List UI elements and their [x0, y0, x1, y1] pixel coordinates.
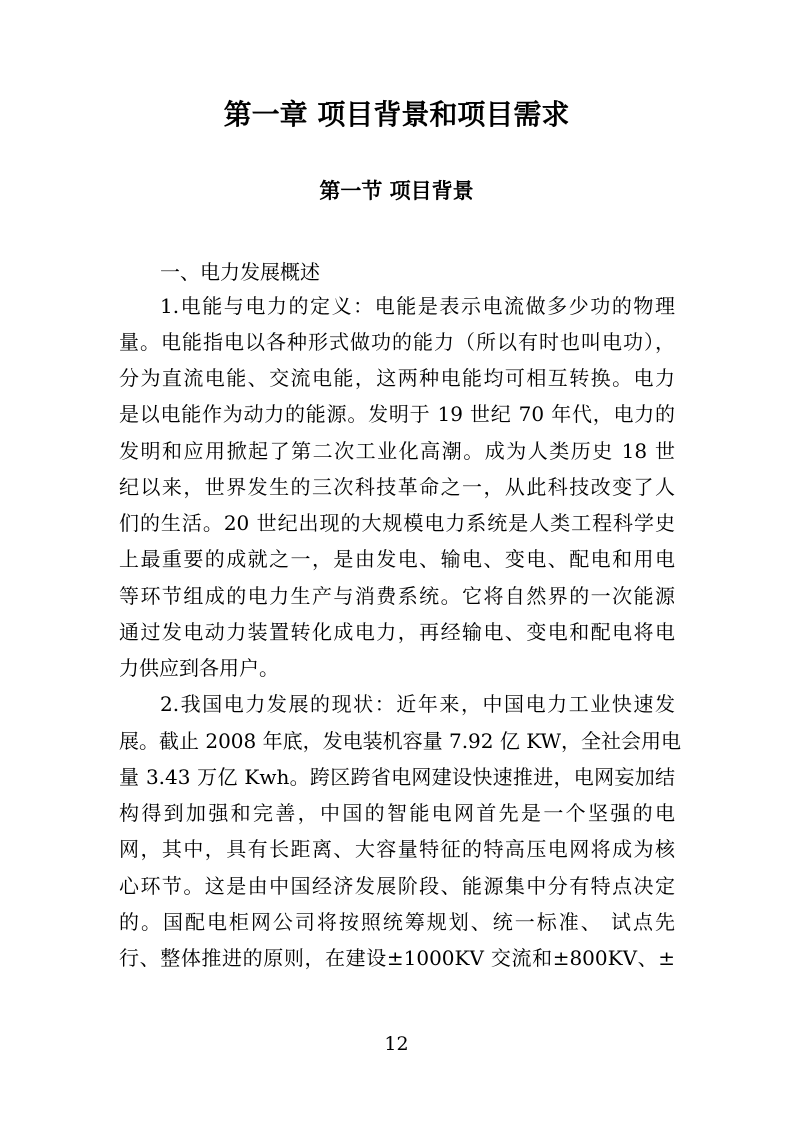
paragraph-line: 上最重要的成就之一，是由发电、输电、变电、配电和用电	[119, 547, 675, 571]
paragraph-line: 心环节。这是由中国经济发展阶段、能源集中分有特点决定	[119, 874, 675, 898]
paragraph-line: 量。电能指电以各种形式做功的能力（所以有时也叫电功），	[119, 330, 675, 354]
paragraph-line: 展。截止 2008 年底，发电装机容量 7.92 亿 KW，全社会用电	[119, 729, 682, 753]
paragraph-line: 等环节组成的电力生产与消费系统。它将自然界的一次能源	[119, 584, 675, 608]
paragraph-line: 1.电能与电力的定义：电能是表示电流做多少功的物理	[160, 294, 675, 318]
section-title: 第一节 项目背景	[319, 179, 474, 203]
paragraph-line: 通过发电动力装置转化成电力，再经输电、变电和配电将电	[119, 620, 675, 644]
subsection-heading: 一、电力发展概述	[160, 260, 320, 284]
paragraph-line: 分为直流电能、交流电能，这两种电能均可相互转换。电力	[119, 366, 675, 390]
paragraph-line: 发明和应用掀起了第二次工业化高潮。成为人类历史 18 世	[119, 439, 675, 463]
paragraph-line: 们的生活。20 世纪出现的大规模电力系统是人类工程科学史	[119, 511, 675, 535]
paragraph-line: 量 3.43 万亿 Kwh。跨区跨省电网建设快速推进，电网妄加结	[119, 765, 675, 789]
paragraph-line: 的。国配电柜网公司将按照统筹规划、统一标准、 试点先	[119, 910, 675, 934]
paragraph-line: 网，其中，具有长距离、大容量特征的特高压电网将成为核	[119, 837, 675, 861]
paragraph-line: 力供应到各用户。	[119, 656, 279, 680]
paragraph-line: 是以电能作为动力的能源。发明于 19 世纪 70 年代，电力的	[119, 402, 675, 426]
chapter-title: 第一章 项目背景和项目需求	[223, 98, 570, 131]
paragraph-line: 构得到加强和完善，中国的智能电网首先是一个坚强的电	[119, 801, 675, 825]
page-number: 12	[384, 1033, 409, 1055]
paragraph-line: 纪以来，世界发生的三次科技革命之一，从此科技改变了人	[119, 475, 675, 499]
paragraph-line: 行、整体推进的原则，在建设±1000KV 交流和±800KV、±	[119, 946, 675, 970]
paragraph-line: 2.我国电力发展的现状：近年来，中国电力工业快速发	[160, 692, 675, 716]
